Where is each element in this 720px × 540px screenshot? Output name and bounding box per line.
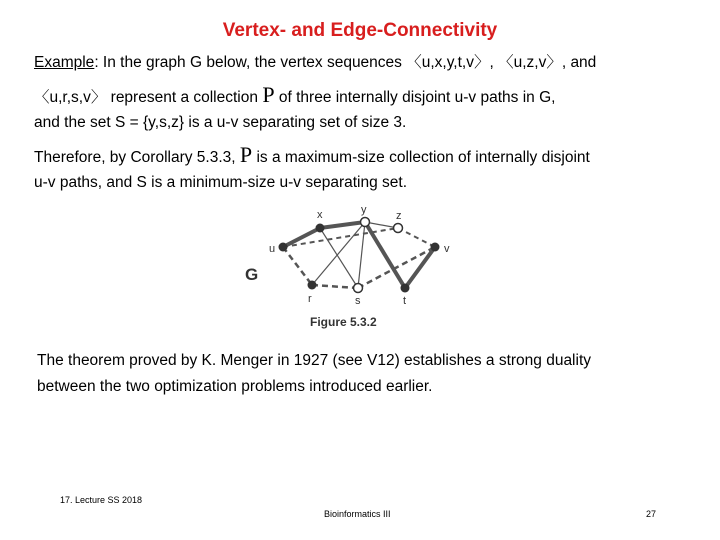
paragraph-2-line-2: u-v paths, and S is a minimum-size u-v separating set. bbox=[34, 174, 408, 191]
label-v: v bbox=[444, 243, 450, 255]
para1-line1-text: : In the graph G below, the vertex sequences 〈u,x,y,t,v〉, 〈u,z,v〉, and bbox=[94, 54, 597, 71]
graph-name-label: G bbox=[245, 265, 259, 284]
paragraph-1-line-1 bbox=[34, 52, 596, 74]
figure-caption: Figure 5.3.2 bbox=[310, 315, 377, 329]
slide-title: Vertex- and Edge-Connectivity bbox=[222, 20, 498, 41]
vertex-r bbox=[308, 281, 317, 290]
vertex-y bbox=[361, 218, 370, 227]
vertex-x bbox=[316, 224, 325, 233]
vertex-v bbox=[431, 243, 440, 252]
graph-edges bbox=[283, 222, 435, 288]
edge-u-r bbox=[283, 247, 312, 285]
edge-x-y bbox=[320, 222, 365, 228]
vertex-u bbox=[279, 243, 288, 252]
para1-line2-text-b: of three internally disjoint u-v paths in G, bbox=[278, 89, 556, 106]
edge-t-v bbox=[405, 247, 435, 288]
paragraph-2-line-1 bbox=[34, 144, 590, 169]
vertex-t bbox=[401, 284, 410, 293]
label-x: x bbox=[317, 209, 323, 221]
vertex-z bbox=[394, 224, 403, 233]
label-y: y bbox=[361, 204, 367, 216]
para2-line1-text-b: is a maximum-size collection of internally disjoint bbox=[256, 149, 590, 166]
script-p-symbol: P bbox=[262, 82, 275, 107]
para2-line1-text-a: Therefore, by Corollary 5.3.3, bbox=[34, 149, 236, 166]
label-t: t bbox=[403, 295, 407, 307]
footer-page-number: 27 bbox=[646, 509, 657, 519]
paragraph-1-line-3: and the set S = {y,s,z} is a u-v separating set of size 3. bbox=[34, 114, 407, 131]
label-s: s bbox=[355, 295, 361, 307]
edge-s-v bbox=[358, 247, 435, 288]
paragraph-3-line-1: The theorem proved by K. Menger in 1927 (see V12) establishes a strong duality bbox=[37, 352, 592, 369]
paragraph-3-line-2: between the two optimization problems introduced earlier. bbox=[37, 378, 433, 395]
vertex-s bbox=[354, 284, 363, 293]
example-label: Example bbox=[34, 54, 95, 71]
edge-r-s bbox=[312, 285, 358, 288]
footer-course: Bioinformatics III bbox=[324, 509, 391, 519]
edge-z-v bbox=[398, 228, 435, 247]
paragraph-1-line-2 bbox=[34, 84, 555, 109]
label-u: u bbox=[269, 243, 276, 255]
para1-line2-text-a: 〈u,r,s,v〉 represent a collection bbox=[34, 89, 258, 106]
footer-lecture: 17. Lecture SS 2018 bbox=[60, 495, 143, 505]
label-z: z bbox=[396, 210, 402, 222]
label-r: r bbox=[308, 293, 312, 305]
script-p-symbol-2: P bbox=[239, 142, 253, 167]
edge-y-s bbox=[358, 222, 365, 288]
